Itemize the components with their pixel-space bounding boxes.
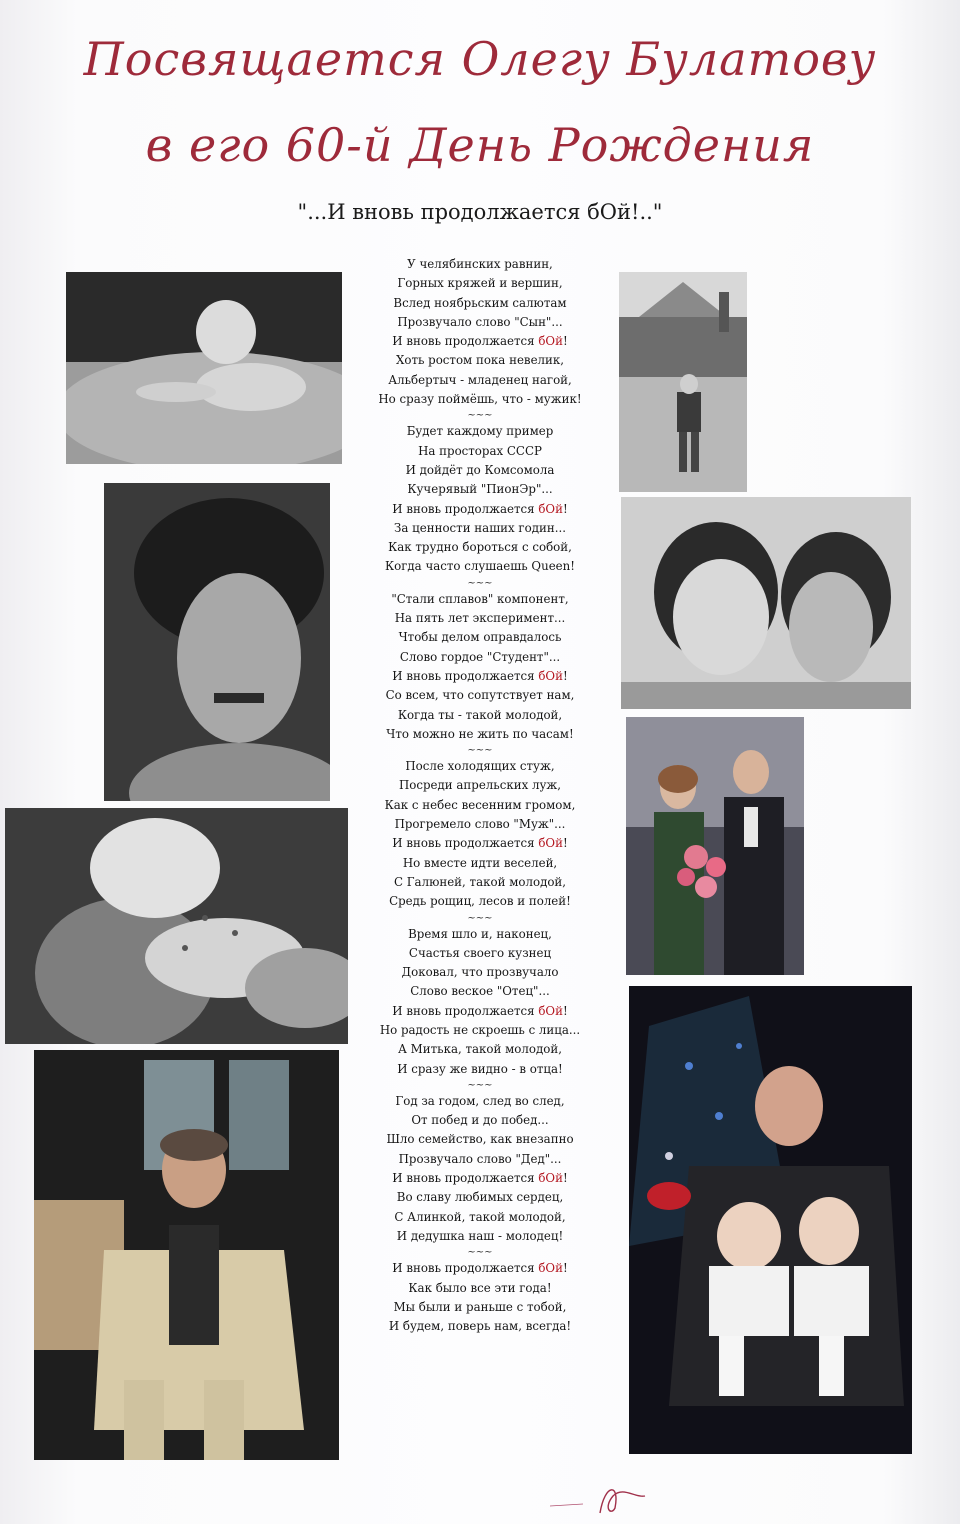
photo-baby-on-rug [66,272,342,464]
poem [335,255,625,1336]
poem-line: Как было все эти года! [408,1280,552,1295]
photo-boy-red-square [619,272,747,492]
poem-line: И вновь продолжается бОй! [392,1003,568,1018]
poem-line: С Алинкой, такой молодой, [394,1209,566,1224]
photo-young-couple [621,497,911,709]
photo-man-seated-armchair [34,1050,339,1460]
poem-line: И вновь продолжается бОй! [392,1171,568,1186]
poem-line: Что можно не жить по часам! [386,726,574,741]
poem-line: И сразу же видно - в отца! [397,1061,563,1076]
poem-line: Как с небес весенним громом, [384,797,576,812]
refrain-highlight: бОй [538,668,563,683]
poem-line: Но радость не скроешь с лица... [379,1022,581,1037]
poem-line: Кучерявый "ПионЭр"... [407,482,553,497]
poem-line: Слово веское "Отец"... [410,984,550,999]
poem-line: И вновь продолжается бОй! [392,668,568,683]
poem-line: Чтобы делом оправдалось [398,630,562,645]
poem-line: Прозвучало слово "Дед"... [398,1151,562,1166]
photo-young-man-mustache [104,483,330,801]
poem-line: Прозвучало слово "Сын"... [397,314,563,329]
poem-line: Во славу любимых сердец, [396,1190,564,1205]
refrain-highlight: бОй [538,1171,563,1186]
poem-line: Альбертыч - младенец нагой, [388,372,572,387]
poem-line: Вслед ноябрьским салютам [393,295,567,310]
poem-line: Когда часто слушаешь Queen! [384,559,575,574]
poem-line: После холодящих стуж, [405,759,555,774]
stanza-separator: ~~~ [467,1079,493,1091]
refrain-highlight: бОй [538,1003,563,1018]
signature-mark [545,1478,655,1518]
poem-line: Посреди апрельских луж, [398,778,562,793]
poem-line: И дедушка наш - молодец! [396,1228,564,1243]
stanza-separator: ~~~ [467,745,493,757]
poem-line: За ценности наших годин... [394,520,566,535]
poem-line: Но сразу поймёшь, что - мужик! [378,392,582,407]
poem-line: На просторах СССР [418,443,542,458]
stanza-separator: ~~~ [467,912,493,924]
poem-line: "Стали сплавов" компонент, [391,591,569,606]
poem-line: Хоть ростом пока невелик, [395,353,565,368]
poem-line: И дойдёт до Комсомола [405,462,555,477]
poem-line: Время шло и, наконец, [408,926,552,941]
poem-line: Прогремело слово "Муж"... [394,817,566,832]
subtitle: "...И вновь продолжается бОй!.." [297,200,663,224]
poem-line: Слово гордое "Студент"... [399,649,561,664]
poem-line: С Галюней, такой молодой, [393,874,567,889]
photo-grandfather-with-twins [629,986,912,1454]
refrain-highlight: бОй [538,334,563,349]
poem-line: И вновь продолжается бОй! [392,501,568,516]
poem-line: Со всем, что сопутствует нам, [385,688,575,703]
poem-line: Когда ты - такой молодой, [397,707,563,722]
poem-line: Счастья своего кузнец [408,945,552,960]
stanza-separator: ~~~ [467,410,493,422]
page-title: Посвящается Олегу Булатову [83,32,877,86]
refrain-highlight: бОй [538,836,563,851]
poem-line: У челябинских равнин, [407,257,553,271]
stanza-separator: ~~~ [467,1247,493,1259]
poem-line: Горных кряжей и вершин, [397,276,563,291]
refrain-highlight: бОй [538,501,563,516]
poem-line: На пять лет эксперимент... [394,611,566,626]
stanza-separator: ~~~ [467,577,493,589]
poem-line: Год за годом, след во след, [395,1093,565,1108]
poem-line: Будет каждому пример [406,424,554,439]
page-title-line2: в его 60-й День Рождения [145,118,815,172]
poem-line: От побед и до побед... [411,1113,549,1128]
refrain-highlight: бОй [538,1261,563,1276]
poem-line: Как трудно бороться с собой, [388,540,572,555]
poem-line: И вновь продолжается бОй! [392,836,568,851]
poem-line: Мы были и раньше с тобой, [393,1299,567,1314]
poem-line: Средь рощиц, лесов и полей! [389,894,571,909]
poem-line: И вновь продолжается бОй! [392,1261,568,1276]
poem-line: И будем, поверь нам, всегда! [388,1319,572,1334]
photo-wedding-couple [626,717,804,975]
poem-line: Доковал, что прозвучало [401,965,559,980]
poem-line: Шло семейство, как внезапно [386,1132,574,1147]
photo-father-with-baby [5,808,348,1044]
poem-line: А Митька, такой молодой, [398,1042,562,1057]
poem-line: Но вместе идти веселей, [402,855,558,870]
poem-line: И вновь продолжается бОй! [392,334,568,349]
